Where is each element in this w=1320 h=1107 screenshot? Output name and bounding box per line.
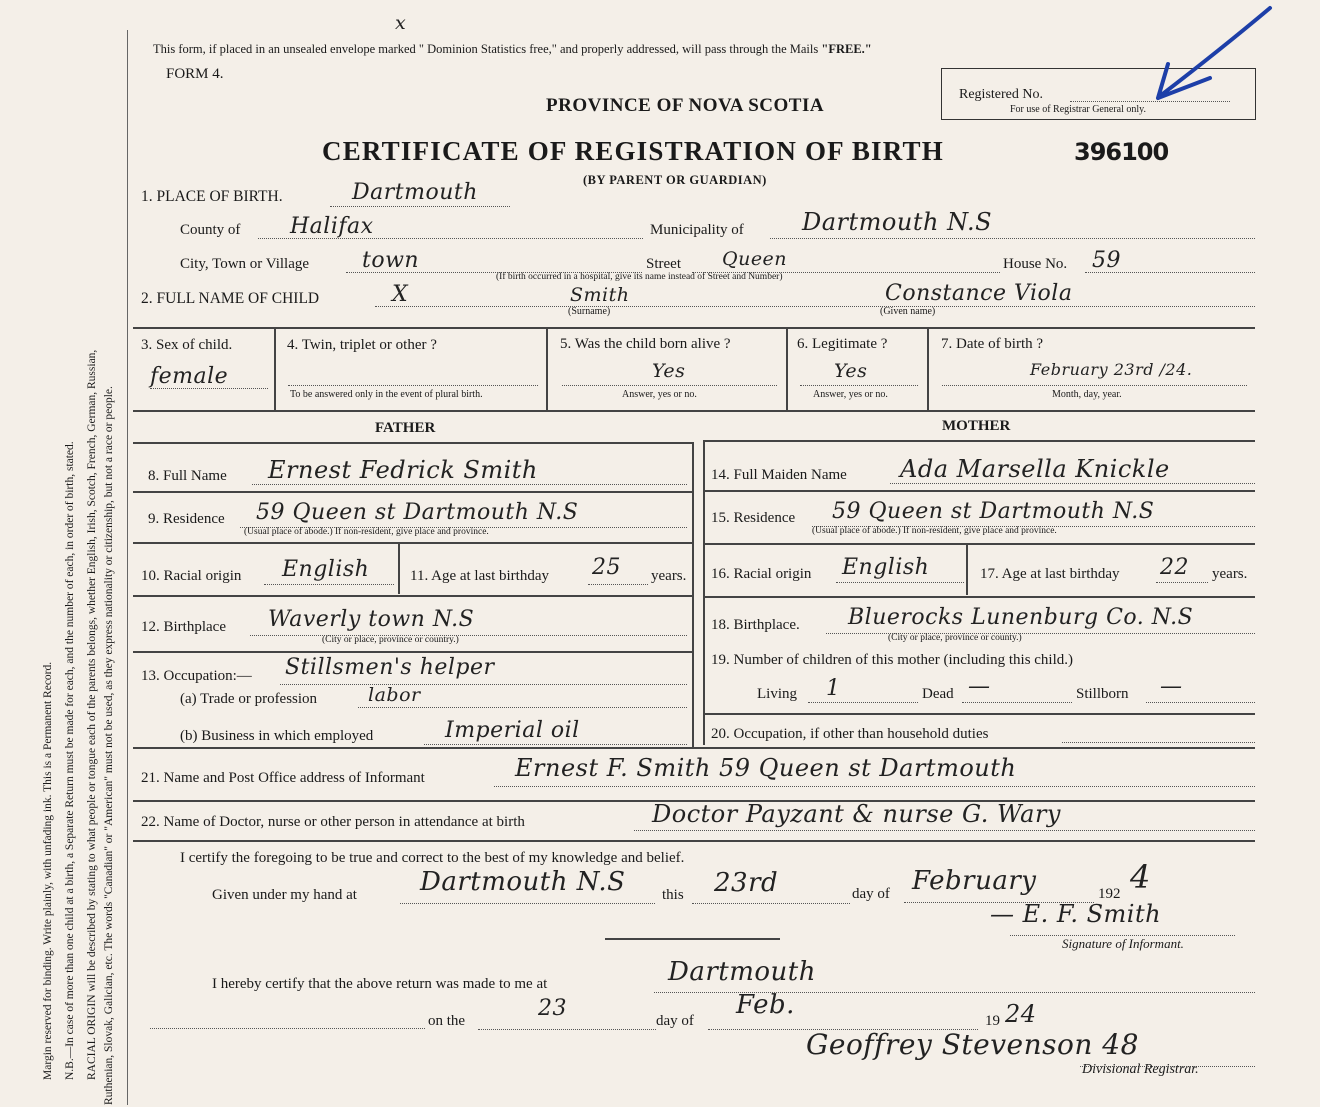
registration-left-line	[150, 1028, 425, 1029]
father-rule-2	[133, 491, 693, 493]
place-of-birth-label: 1. PLACE OF BIRTH.	[141, 188, 283, 205]
given-label: Given under my hand at	[212, 887, 357, 903]
living-label: Living	[757, 686, 797, 702]
mother-birthplace-note: (City or place, province or county.)	[888, 633, 1022, 643]
city-value: town	[362, 248, 420, 273]
mother-age-value: 22	[1160, 555, 1189, 580]
city-label: City, Town or Village	[180, 256, 310, 272]
living-value: 1	[826, 676, 841, 701]
mail-notice	[153, 42, 872, 57]
alive-value: Yes	[652, 360, 686, 382]
place-line	[330, 206, 510, 207]
child-name-line	[375, 306, 1255, 307]
father-name-line	[252, 484, 687, 485]
onthe-value: 23	[538, 996, 567, 1021]
dead-line	[962, 702, 1072, 703]
hereby-place: Dartmouth	[668, 957, 816, 987]
alive-line	[562, 385, 777, 386]
father-occupation-value: Stillsmen's helper	[285, 655, 495, 680]
mother-rule-1	[703, 440, 1255, 442]
father-business-value: Imperial oil	[445, 718, 580, 743]
onthe-line	[478, 1029, 656, 1030]
mother-birthplace-value: Bluerocks Lunenburg Co. N.S	[848, 605, 1194, 630]
mother-age-divider	[966, 545, 968, 595]
form-number: FORM 4.	[166, 66, 224, 82]
county-label: County of	[180, 222, 241, 238]
row3-divider-4	[927, 329, 929, 410]
father-age-unit: years.	[651, 568, 687, 584]
dob-value: February 23rd /24.	[1030, 360, 1193, 379]
father-rule-3	[133, 542, 693, 544]
father-business-label: (b) Business in which employed	[180, 728, 374, 744]
informant-signature-label: Signature of Informant.	[1062, 936, 1184, 951]
father-birthplace-note: (City or place, province or country.)	[322, 635, 459, 645]
father-name-label: 8. Full Name	[148, 468, 227, 484]
father-occupation-label: 13. Occupation:—	[141, 668, 252, 684]
registered-no-label: Registered No.	[959, 87, 1043, 102]
stillborn-label: Stillborn	[1076, 686, 1129, 702]
this-label: this	[662, 887, 684, 903]
onthe-label: on the	[428, 1013, 466, 1029]
dayof2-label: day of	[656, 1013, 694, 1029]
doctor-value: Doctor Payzant & nurse G. Wary	[652, 800, 1061, 828]
dead-value: —	[968, 674, 991, 699]
mother-rule-2	[703, 490, 1255, 492]
mother-occupation-label: 20. Occupation, if other than household duties	[711, 726, 989, 742]
father-race-label: 10. Racial origin	[141, 568, 242, 584]
margin-note-racial-origin: RACIAL ORIGIN will be described by stating to what people or tongue each of the parents belongs, whether English, Irish, Scotch, French, German, Russian,	[86, 349, 98, 1080]
house-label: House No.	[1003, 256, 1068, 272]
surname-value: Smith	[570, 284, 630, 306]
sex-label: 3. Sex of child.	[141, 337, 233, 353]
certificate-number: 396100	[1074, 138, 1169, 166]
row3-bottom-rule	[133, 410, 1255, 412]
house-value: 59	[1092, 248, 1121, 273]
dayof-label: day of	[852, 886, 890, 902]
mother-occupation-line	[1062, 742, 1255, 743]
mother-age-unit: years.	[1212, 566, 1248, 582]
blue-pencil-check-icon	[1150, 0, 1320, 110]
certificate-title: CERTIFICATE OF REGISTRATION OF BIRTH	[322, 136, 944, 166]
father-age-label: 11. Age at last birthday	[410, 568, 549, 584]
margin-note-nb: N.B.—In case of more than one child at a birth, a Separate Return must be made for each, and the number of each, in order of birth, stated.	[64, 441, 76, 1080]
father-trade-value: labor	[368, 684, 421, 706]
mother-birthplace-label: 18. Birthplace.	[711, 617, 800, 633]
given-place-value: Dartmouth N.S	[420, 867, 626, 897]
father-business-line	[424, 744, 687, 745]
legitimate-line	[800, 385, 918, 386]
municipality-line	[770, 238, 1255, 239]
mother-age-label: 17. Age at last birthday	[980, 566, 1120, 582]
mother-residence-value: 59 Queen st Dartmouth N.S	[832, 499, 1155, 524]
father-residence-value: 59 Queen st Dartmouth N.S	[256, 500, 579, 525]
this-line	[692, 903, 850, 904]
municipality-label: Municipality of	[650, 222, 744, 238]
father-rule-4	[133, 595, 693, 597]
father-residence-label: 9. Residence	[148, 511, 225, 527]
row3-top-rule	[133, 327, 1255, 329]
hereby-text: I hereby certify that the above return was made to me at	[212, 976, 548, 992]
dead-label: Dead	[922, 686, 954, 702]
row3-divider-1	[274, 329, 276, 410]
informant-label: 21. Name and Post Office address of Informant	[141, 770, 425, 786]
municipality-value: Dartmouth N.S	[802, 208, 993, 236]
mother-rule-5	[703, 713, 1255, 715]
alive-note: Answer, yes or no.	[622, 389, 697, 400]
year2-prefix: 19	[985, 1013, 1000, 1029]
margin-note-binding: Margin reserved for binding. Write plainly, with unfading ink. This is a Permanent Record.	[42, 661, 54, 1080]
father-age-line	[588, 584, 648, 585]
registrar-note: For use of Registrar General only.	[1010, 104, 1146, 115]
dob-label: 7. Date of birth ?	[941, 336, 1044, 352]
father-rule-5	[133, 651, 693, 653]
dayof2-value: Feb.	[736, 990, 795, 1020]
certificate-subtitle: (BY PARENT OR GUARDIAN)	[583, 173, 767, 187]
dob-line	[942, 385, 1247, 386]
county-value: Halifax	[290, 214, 374, 239]
mother-name-line	[890, 483, 1255, 484]
mail-notice-text: This form, if placed in an unsealed envelope marked " Dominion Statistics free," and properly addressed, will pass through the Mails	[153, 42, 819, 56]
province-heading: PROVINCE OF NOVA SCOTIA	[546, 95, 825, 116]
living-line	[808, 702, 918, 703]
mother-col-border	[703, 440, 705, 745]
informant-line	[494, 786, 1255, 787]
top-mark: x	[395, 12, 407, 34]
mother-rule-3	[703, 543, 1255, 545]
street-label: Street	[646, 256, 681, 272]
bottom-rule-1	[133, 747, 1255, 749]
surname-label: (Surname)	[568, 306, 611, 317]
street-value: Queen	[722, 248, 788, 270]
doctor-line	[634, 830, 1255, 831]
mother-rule-4	[703, 596, 1255, 598]
year2-value: 24	[1005, 1000, 1037, 1028]
father-birthplace-value: Waverly town N.S	[268, 607, 475, 632]
dayof-value: February	[912, 866, 1037, 896]
legitimate-value: Yes	[834, 360, 868, 382]
given-name-value: Constance Viola	[885, 281, 1073, 306]
row3-divider-3	[786, 329, 788, 410]
margin-rule	[127, 30, 128, 1105]
mother-race-line	[836, 582, 964, 583]
father-race-value: English	[282, 557, 370, 582]
certify-text: I certify the foregoing to be true and correct to the best of my knowledge and belief.	[180, 850, 685, 866]
twin-line	[288, 385, 538, 386]
year-value: 4	[1130, 858, 1151, 896]
registrar-signature: Geoffrey Stevenson 48	[806, 1028, 1139, 1061]
hospital-note: (If birth occurred in a hospital, give its name instead of Street and Number)	[496, 272, 783, 282]
informant-value: Ernest F. Smith 59 Queen st Dartmouth	[515, 754, 1017, 782]
mother-age-line	[1156, 582, 1208, 583]
given-name-label: (Given name)	[880, 306, 936, 317]
twin-label: 4. Twin, triplet or other ?	[287, 337, 437, 353]
informant-signature: — E. F. Smith	[990, 900, 1162, 928]
mail-notice-free: "FREE."	[821, 42, 872, 56]
father-occupation-line	[280, 684, 687, 685]
father-race-line	[264, 584, 394, 585]
this-value: 23rd	[714, 868, 779, 898]
mother-heading: MOTHER	[942, 418, 1011, 434]
row3-divider-2	[546, 329, 548, 410]
alive-label: 5. Was the child born alive ?	[560, 336, 731, 352]
separator-rule	[605, 938, 780, 940]
mother-name-label: 14. Full Maiden Name	[711, 467, 847, 483]
father-heading: FATHER	[375, 420, 436, 436]
child-mark: X	[392, 282, 409, 307]
legitimate-label: 6. Legitimate ?	[797, 336, 888, 352]
legitimate-note: Answer, yes or no.	[813, 389, 888, 400]
mother-residence-label: 15. Residence	[711, 510, 796, 526]
father-name-value: Ernest Fedrick Smith	[268, 456, 538, 484]
father-birthplace-line	[250, 635, 687, 636]
mother-race-label: 16. Racial origin	[711, 566, 812, 582]
mother-residence-note: (Usual place of abode.) If non-resident, give place and province.	[812, 526, 1057, 536]
father-birthplace-label: 12. Birthplace	[141, 619, 226, 635]
stillborn-value: —	[1160, 674, 1183, 699]
father-rule-1	[133, 442, 693, 444]
twin-note: To be answered only in the event of plural birth.	[290, 389, 483, 400]
father-residence-note: (Usual place of abode.) If non-resident, give place and province.	[244, 527, 489, 537]
bottom-rule-3	[133, 840, 1255, 842]
father-trade-line	[358, 707, 687, 708]
registrar-label: Divisional Registrar.	[1082, 1062, 1199, 1077]
father-age-value: 25	[592, 555, 621, 580]
given-place-line	[400, 903, 655, 904]
stillborn-line	[1146, 702, 1255, 703]
place-of-birth-value: Dartmouth	[352, 180, 478, 205]
doctor-label: 22. Name of Doctor, nurse or other person in attendance at birth	[141, 814, 525, 830]
mother-children-label: 19. Number of children of this mother (including this child.)	[711, 652, 1074, 668]
mother-race-value: English	[842, 555, 930, 580]
sex-value: female	[150, 364, 229, 389]
child-name-label: 2. FULL NAME OF CHILD	[141, 290, 320, 307]
year-prefix: 192	[1098, 886, 1121, 902]
dob-note: Month, day, year.	[1052, 389, 1122, 400]
father-age-divider	[398, 544, 400, 594]
father-trade-label: (a) Trade or profession	[180, 691, 318, 707]
mother-name-value: Ada Marsella Knickle	[900, 455, 1170, 483]
margin-notes	[0, 0, 130, 1107]
margin-note-racial-origin-cont: Ruthenian, Slovak, Galician, etc. The words "Canadian" or "American" must not be used, as they express nationality or citizenship, but not a race or people.	[103, 386, 115, 1105]
